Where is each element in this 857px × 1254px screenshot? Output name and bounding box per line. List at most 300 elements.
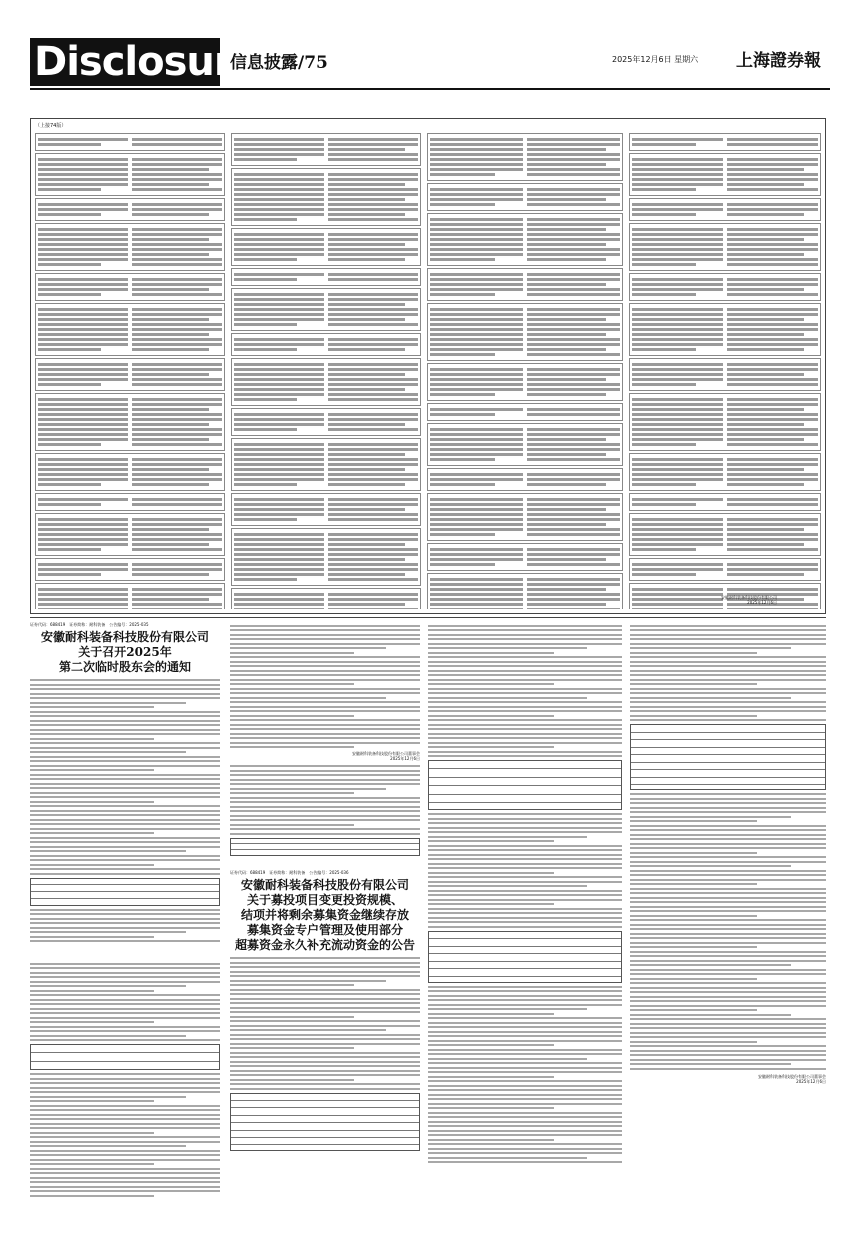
- text-line: [630, 701, 826, 703]
- text-line: [38, 423, 128, 426]
- text-line: [630, 978, 757, 980]
- text-line: [527, 383, 620, 386]
- text-line: [38, 438, 128, 441]
- text-line: [428, 1026, 622, 1028]
- text-line: [328, 558, 405, 561]
- original-clause: [234, 591, 324, 609]
- revised-clause: [328, 291, 418, 328]
- text-line: [428, 1085, 622, 1087]
- text-line: [234, 303, 324, 306]
- text-line: [527, 533, 620, 536]
- revised-clause: [328, 411, 418, 433]
- amendment-row-cells: [234, 361, 418, 403]
- text-line: [38, 183, 128, 186]
- text-line: [230, 1038, 420, 1040]
- text-line: [632, 498, 723, 501]
- revised-clause: [328, 441, 418, 488]
- revised-clause: [527, 496, 620, 538]
- text-line: [527, 278, 620, 281]
- text-line: [428, 836, 587, 838]
- table-row-divider: [631, 762, 825, 763]
- text-line: [30, 688, 220, 690]
- text-line: [30, 1096, 186, 1098]
- text-line: [630, 807, 826, 809]
- text-line: [30, 1105, 220, 1107]
- text-line: [30, 711, 220, 713]
- text-line: [30, 738, 154, 740]
- text-line: [30, 1078, 220, 1080]
- text-line: [428, 1089, 622, 1091]
- text-line: [38, 378, 128, 381]
- text-line: [30, 801, 154, 803]
- text-line: [132, 278, 222, 281]
- text-line: [132, 143, 222, 146]
- text-line: [630, 861, 826, 863]
- text-line: [38, 338, 128, 341]
- notice-fund-investment-table: [630, 724, 826, 790]
- text-line: [630, 1059, 826, 1061]
- text-line: [38, 368, 128, 371]
- text-line: [38, 548, 101, 551]
- text-line: [527, 153, 620, 156]
- text-line: [132, 418, 222, 421]
- text-line: [132, 503, 222, 506]
- text-line: [430, 228, 523, 231]
- original-clause: [38, 136, 128, 148]
- revised-clause: [132, 456, 222, 488]
- text-line: [230, 783, 420, 785]
- text-line: [632, 233, 723, 236]
- text-line: [234, 423, 324, 426]
- text-line: [234, 448, 324, 451]
- text-line: [30, 1168, 220, 1170]
- text-line: [234, 563, 324, 566]
- text-line: [632, 588, 723, 591]
- section-divider: [30, 617, 826, 618]
- text-line: [328, 393, 418, 396]
- text-line: [30, 706, 154, 708]
- text-line: [630, 1041, 757, 1043]
- text-line: [632, 503, 696, 506]
- text-line: [727, 208, 818, 211]
- original-clause: [38, 586, 128, 609]
- text-line: [234, 533, 324, 536]
- text-line: [727, 468, 804, 471]
- text-line: [132, 173, 222, 176]
- notice-fund-body-4: [428, 986, 622, 1164]
- notice-fund-signoff: [630, 1074, 826, 1084]
- text-line: [38, 213, 101, 216]
- text-line: [30, 693, 220, 695]
- text-line: [38, 538, 128, 541]
- text-line: [727, 283, 818, 286]
- text-line: [234, 498, 324, 501]
- text-line: [428, 661, 622, 663]
- original-clause: [38, 361, 128, 388]
- text-line: [234, 603, 324, 606]
- table-row-divider: [231, 1137, 419, 1138]
- text-line: [727, 573, 804, 576]
- text-line: [234, 298, 324, 301]
- text-line: [132, 598, 209, 601]
- text-line: [230, 1016, 354, 1018]
- text-line: [230, 674, 420, 676]
- text-line: [132, 203, 222, 206]
- text-line: [38, 208, 128, 211]
- amendment-row: [427, 573, 623, 609]
- original-clause: [430, 576, 523, 609]
- text-line: [630, 964, 791, 966]
- original-clause: [632, 396, 723, 448]
- text-line: [132, 338, 222, 341]
- text-line: [527, 293, 620, 296]
- amendment-row-cells: [430, 216, 620, 263]
- text-line: [30, 1186, 220, 1188]
- text-line: [38, 333, 128, 336]
- text-line: [527, 588, 606, 591]
- notice-meeting-title-2: 第二次临时股东会的通知: [58, 660, 191, 674]
- text-line: [727, 323, 818, 326]
- text-line: [428, 867, 622, 869]
- text-line: [630, 942, 826, 944]
- text-line: [30, 1127, 220, 1129]
- text-line: [727, 478, 818, 481]
- panel-signoff-company: 安徽耐科装备科技股份有限公司: [721, 595, 777, 600]
- text-line: [132, 168, 209, 171]
- text-line: [38, 463, 128, 466]
- original-clause: [430, 496, 523, 538]
- text-line: [230, 652, 354, 654]
- amendment-row-cells: [234, 496, 418, 523]
- text-line: [30, 936, 154, 938]
- original-clause: [430, 471, 523, 488]
- text-line: [630, 719, 826, 721]
- original-clause: [632, 201, 723, 218]
- text-line: [328, 513, 418, 516]
- text-line: [727, 398, 818, 401]
- text-line: [38, 383, 101, 386]
- text-line: [428, 1143, 622, 1145]
- text-line: [132, 183, 209, 186]
- text-line: [632, 568, 723, 571]
- text-line: [328, 448, 418, 451]
- text-line: [328, 158, 418, 161]
- text-line: [428, 688, 622, 690]
- notice-fund-title-4: 超募资金永久补充流动资金的公告: [234, 938, 415, 952]
- text-line: [727, 428, 818, 431]
- text-line: [328, 538, 418, 541]
- text-line: [630, 852, 757, 854]
- text-line: [428, 665, 622, 667]
- amendment-row-cells: [430, 496, 620, 538]
- text-line: [430, 443, 523, 446]
- notice-meeting-col1-continued: [30, 960, 220, 1230]
- text-line: [430, 343, 523, 346]
- text-line: [632, 383, 696, 386]
- text-line: [38, 418, 128, 421]
- text-line: [727, 253, 804, 256]
- text-line: [630, 674, 826, 676]
- text-line: [30, 1163, 154, 1165]
- text-line: [527, 338, 620, 341]
- text-line: [430, 413, 495, 416]
- amendment-row: [427, 363, 623, 401]
- text-line: [132, 328, 222, 331]
- text-line: [234, 593, 324, 596]
- text-line: [727, 183, 804, 186]
- text-line: [230, 670, 420, 672]
- notice-meeting-proxy-table: [230, 838, 420, 856]
- text-line: [328, 298, 418, 301]
- text-line: [428, 1040, 622, 1042]
- text-line: [30, 679, 220, 681]
- text-line: [38, 258, 128, 261]
- text-line: [132, 233, 222, 236]
- text-line: [727, 463, 818, 466]
- amendment-row: [231, 408, 421, 436]
- original-clause: [430, 406, 523, 418]
- text-line: [727, 563, 818, 566]
- text-line: [230, 1011, 420, 1013]
- text-line: [132, 433, 222, 436]
- text-line: [428, 899, 622, 901]
- text-line: [132, 228, 222, 231]
- text-line: [430, 508, 523, 511]
- text-line: [230, 819, 420, 821]
- text-line: [632, 548, 696, 551]
- original-clause: [234, 496, 324, 523]
- text-line: [632, 468, 723, 471]
- amendment-row-cells: [234, 171, 418, 223]
- text-line: [38, 293, 101, 296]
- text-line: [632, 138, 723, 141]
- text-line: [30, 922, 220, 924]
- text-line: [428, 822, 622, 824]
- text-line: [428, 715, 554, 717]
- text-line: [430, 533, 495, 536]
- text-line: [632, 408, 723, 411]
- text-line: [430, 203, 495, 206]
- amendment-row: [629, 358, 821, 391]
- text-line: [234, 568, 324, 571]
- text-line: [38, 348, 101, 351]
- original-clause: [632, 361, 723, 388]
- text-line: [132, 573, 209, 576]
- amendment-row-cells: [632, 516, 818, 553]
- revised-clause: [132, 516, 222, 553]
- text-line: [38, 528, 128, 531]
- text-line: [328, 413, 418, 416]
- text-line: [38, 318, 128, 321]
- text-line: [630, 647, 791, 649]
- masthead-rule: [30, 88, 830, 90]
- notice-meeting-signoff-company: 安徽耐科装备科技股份有限公司董事会: [352, 751, 420, 756]
- text-line: [632, 183, 723, 186]
- text-line: [430, 328, 523, 331]
- text-line: [428, 1067, 622, 1069]
- amendment-row: [231, 268, 421, 286]
- text-line: [727, 343, 818, 346]
- text-line: [328, 303, 405, 306]
- notice-meeting-company: 安徽耐科装备科技股份有限公司: [40, 630, 209, 644]
- table-row-divider: [429, 938, 621, 939]
- text-line: [632, 413, 723, 416]
- table-row-divider: [631, 747, 825, 748]
- text-line: [727, 258, 818, 261]
- text-line: [30, 918, 220, 920]
- text-line: [630, 656, 826, 658]
- text-line: [328, 138, 418, 141]
- amendment-row: [427, 183, 623, 211]
- text-line: [234, 508, 324, 511]
- text-line: [234, 258, 297, 261]
- text-line: [234, 468, 324, 471]
- amendment-row: [629, 453, 821, 491]
- notice-fund-project-table: [230, 1093, 420, 1151]
- text-line: [230, 638, 420, 640]
- text-line: [234, 218, 297, 221]
- text-line: [30, 859, 220, 861]
- text-line: [30, 913, 220, 915]
- revised-clause: [727, 306, 818, 353]
- text-line: [428, 872, 554, 874]
- text-line: [132, 588, 222, 591]
- text-line: [234, 373, 324, 376]
- text-line: [630, 683, 757, 685]
- text-line: [428, 1161, 622, 1163]
- notice-fund-body-5: [630, 625, 826, 722]
- text-line: [727, 588, 818, 591]
- text-line: [527, 233, 620, 236]
- revised-clause: [132, 276, 222, 298]
- text-line: [527, 528, 620, 531]
- text-line: [38, 188, 101, 191]
- text-line: [727, 473, 818, 476]
- amendment-row: [35, 223, 225, 271]
- table-row-divider: [231, 1122, 419, 1123]
- text-line: [630, 834, 826, 836]
- text-line: [727, 178, 818, 181]
- amendment-row: [629, 153, 821, 196]
- text-line: [632, 398, 723, 401]
- text-line: [230, 828, 420, 830]
- text-line: [132, 443, 222, 446]
- text-line: [527, 453, 606, 456]
- notice-meeting-title-1: 关于召开2025年: [78, 645, 172, 659]
- table-row-divider: [631, 732, 825, 733]
- text-line: [527, 408, 620, 411]
- notice-meeting-body-4: [30, 1073, 220, 1197]
- text-line: [727, 548, 818, 551]
- text-line: [234, 598, 324, 601]
- text-line: [38, 283, 128, 286]
- text-line: [430, 273, 523, 276]
- text-line: [234, 273, 324, 276]
- revised-clause: [727, 456, 818, 488]
- text-line: [30, 747, 220, 749]
- text-line: [428, 674, 622, 676]
- text-line: [632, 178, 723, 181]
- text-line: [428, 719, 622, 721]
- text-line: [38, 483, 101, 486]
- table-row-divider: [31, 1061, 219, 1062]
- revised-clause: [527, 216, 620, 263]
- text-line: [428, 849, 622, 851]
- text-line: [632, 538, 723, 541]
- amendment-row-cells: [430, 471, 620, 488]
- original-clause: [38, 156, 128, 193]
- text-line: [234, 558, 324, 561]
- text-line: [727, 383, 818, 386]
- text-line: [234, 183, 324, 186]
- text-line: [428, 1121, 622, 1123]
- text-line: [230, 719, 420, 721]
- text-line: [230, 625, 420, 627]
- text-line: [230, 1052, 420, 1054]
- text-line: [430, 153, 523, 156]
- text-line: [30, 1039, 220, 1041]
- text-line: [527, 148, 606, 151]
- amendment-row: [427, 403, 623, 421]
- table-row-divider: [231, 1144, 419, 1145]
- revised-clause: [527, 186, 620, 208]
- text-line: [527, 393, 606, 396]
- text-line: [632, 403, 723, 406]
- text-line: [630, 629, 826, 631]
- revised-clause: [727, 136, 818, 148]
- text-line: [428, 697, 587, 699]
- text-line: [132, 608, 222, 609]
- text-line: [30, 940, 220, 942]
- text-line: [38, 163, 128, 166]
- amendment-row-cells: [234, 291, 418, 328]
- text-line: [630, 951, 826, 953]
- original-clause: [234, 411, 324, 433]
- text-line: [630, 692, 826, 694]
- text-line: [38, 568, 128, 571]
- amendment-row: [427, 423, 623, 466]
- text-line: [234, 278, 297, 281]
- text-line: [30, 819, 220, 821]
- text-line: [38, 373, 128, 376]
- text-line: [430, 143, 523, 146]
- text-line: [630, 1050, 826, 1052]
- text-line: [328, 483, 405, 486]
- text-line: [234, 398, 297, 401]
- text-line: [727, 418, 818, 421]
- text-line: [428, 1062, 622, 1064]
- amendment-row: [231, 133, 421, 166]
- text-line: [527, 223, 620, 226]
- text-line: [428, 1022, 622, 1024]
- text-line: [428, 1157, 587, 1159]
- text-line: [132, 178, 222, 181]
- text-line: [527, 458, 620, 461]
- text-line: [428, 1071, 622, 1073]
- amendment-row-cells: [430, 366, 620, 398]
- text-line: [428, 737, 622, 739]
- text-line: [328, 193, 418, 196]
- amendment-row-cells: [430, 186, 620, 208]
- text-line: [234, 323, 297, 326]
- text-line: [132, 568, 222, 571]
- text-line: [132, 593, 222, 596]
- original-clause: [430, 186, 523, 208]
- revised-clause: [328, 591, 418, 609]
- text-line: [328, 248, 418, 251]
- amendment-row-cells: [38, 561, 222, 578]
- amendment-row: [629, 393, 821, 451]
